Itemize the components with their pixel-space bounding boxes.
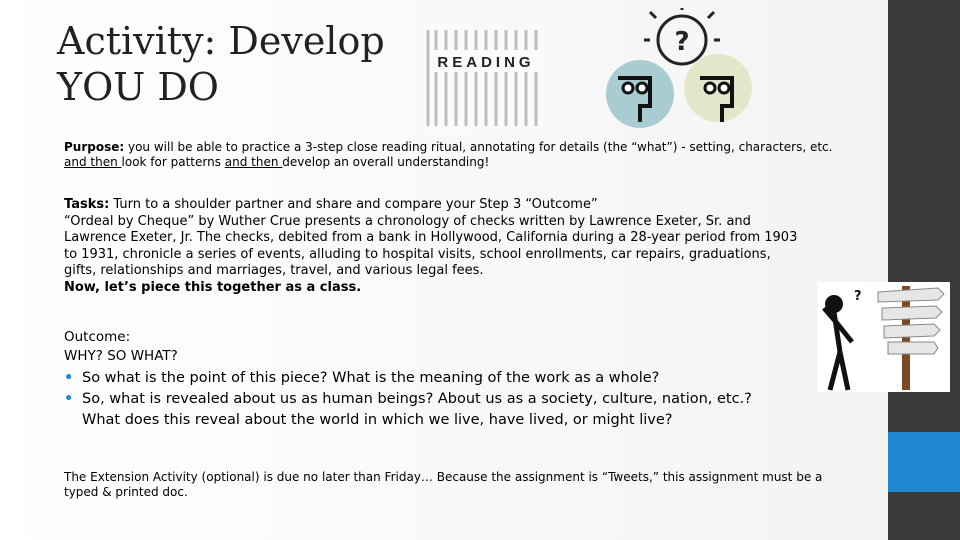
list-item [64,368,854,389]
tasks-label: Tasks: [64,197,110,212]
reading-label: READING [437,54,535,71]
thinker-question-glyph: ? [854,289,862,304]
bullet-1-line-1: So what is the point of this piece? What is the meaning of the work as a whole? [82,370,660,386]
tasks-line-1: “Ordeal by Cheque” by Wuther Crue presents a chronology of checks written by Lawrence Exeter, Sr. and [64,213,751,229]
question-mark-glyph: ? [674,27,690,57]
list-item [64,389,854,431]
purpose-develop: develop an overall understanding! [282,155,490,169]
outcome-subtitle: WHY? SO WHAT? [64,348,178,364]
purpose-label: Purpose: [64,140,125,154]
bullet-2-line-1: So, what is revealed about us as human beings? About us as a society, culture, nation, etc.? [82,391,752,407]
extension-note [64,470,834,499]
title-line-2: YOU DO [57,65,219,109]
tasks-paragraph [64,197,849,296]
tasks-line-2: Lawrence Exeter, Jr. The checks, debited from a bank in Hollywood, California during a 28-year period from 1903 [64,230,798,245]
purpose-paragraph [64,140,854,170]
thinking-heads-icon [600,8,760,128]
tasks-line-3: to 1931, chronicle a series of events, alluding to hospital visits, school enrollments, car repairs, graduations, [64,246,771,262]
purpose-and-then-2: and then [224,155,283,169]
outcome-section [64,328,854,431]
purpose-patterns: look for patterns [121,155,225,169]
slide-title [57,18,397,110]
reading-sign-icon [422,26,546,130]
extension-line-1: The Extension Activity (optional) is due no later than Friday… Because the assignment is “Tweets,” this assignment must be a [64,470,823,484]
tasks-closing: Now, let’s piece this together as a class. [64,279,362,295]
outcome-label: Outcome: [64,329,131,345]
right-accent-block [888,432,960,492]
tasks-intro: Turn to a shoulder partner and share and compare your Step 3 “Outcome” [109,197,598,212]
extension-line-2: typed & printed doc. [64,484,188,499]
bullet-marker: • [64,370,74,386]
title-line-1: Activity: Develop [57,19,385,63]
purpose-and-then-1: and then [64,155,122,169]
purpose-text: you will be able to practice a 3-step close reading ritual, annotating for details (the “what”) - setting, characters, etc. [124,140,833,154]
tasks-line-4: gifts, relationships and marriages, travel, and various legal fees. [64,263,484,278]
bullet-2-line-2: What does this reveal about the world in which we live, have lived, or might live? [82,412,673,428]
outcome-bullet-list [64,368,854,431]
bullet-marker: • [64,391,74,407]
